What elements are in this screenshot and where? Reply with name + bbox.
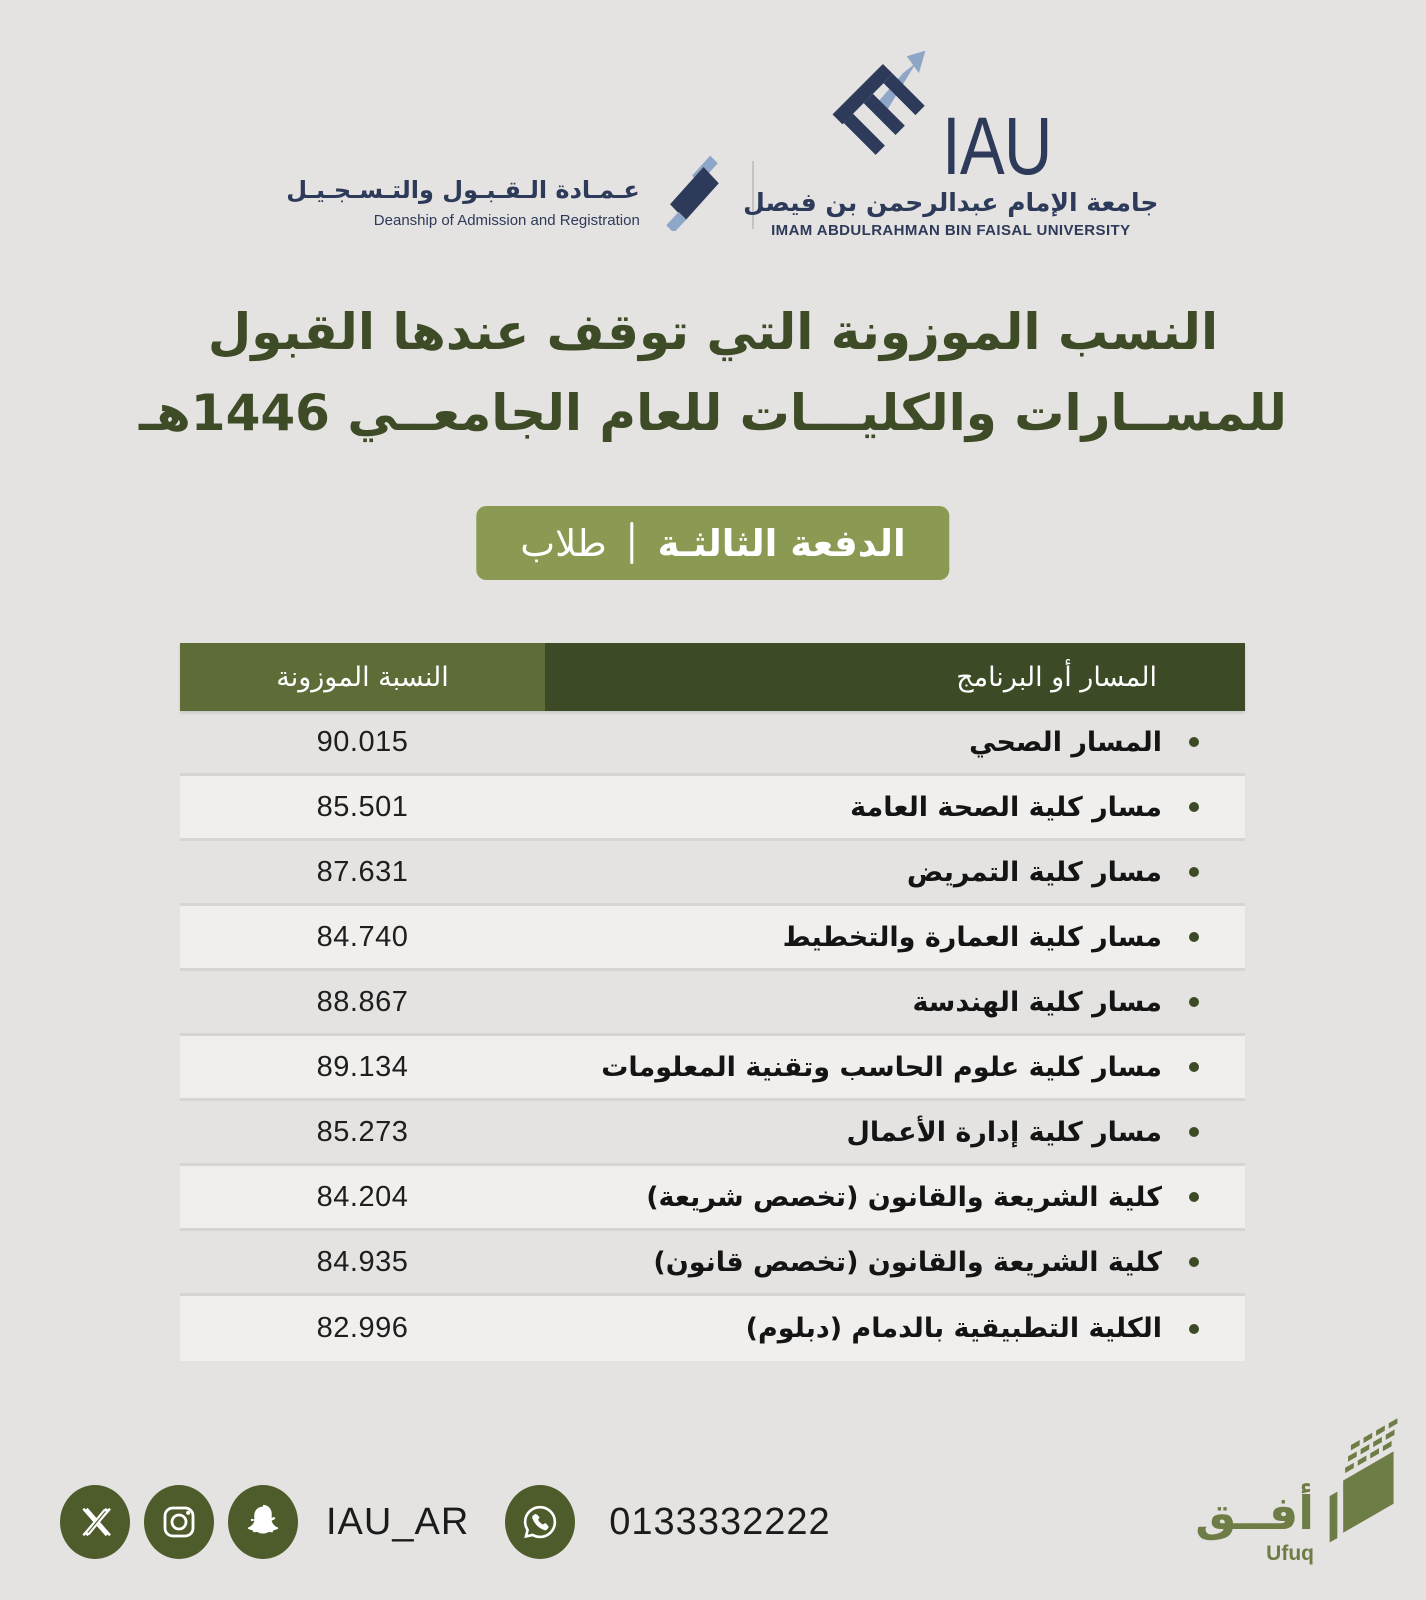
table-row	[180, 1036, 1245, 1101]
instagram-icon[interactable]	[144, 1485, 214, 1559]
table-row	[180, 906, 1245, 971]
batch-badge	[476, 506, 949, 580]
iau-abbreviation: IAU	[941, 101, 1052, 193]
program-name: مسار كلية إدارة الأعمال	[846, 1116, 1162, 1148]
page-title-line2: للمســارات والكليـــات للعام الجامعــي 1446هـ	[139, 384, 1287, 442]
program-name: كلية الشريعة والقانون (تخصص شريعة)	[646, 1181, 1162, 1213]
table-row	[180, 1101, 1245, 1166]
program-name: مسار كلية علوم الحاسب وتقنية المعلومات	[601, 1051, 1162, 1083]
page-title	[0, 292, 1426, 454]
ratio-value: 84.204	[316, 1180, 409, 1213]
ratio-value: 88.867	[316, 985, 409, 1018]
bullet-icon	[1189, 1324, 1199, 1334]
university-name-arabic: جامعة الإمام عبدالرحمن بن فيصل	[743, 188, 1159, 217]
table-row	[180, 1231, 1245, 1296]
snapchat-icon[interactable]	[228, 1485, 298, 1559]
program-name: مسار كلية التمريض	[906, 856, 1162, 888]
ufuq-name-english: Ufuq	[1266, 1542, 1314, 1565]
table-row	[180, 841, 1245, 906]
table-row	[180, 776, 1245, 841]
program-name: المسار الصحي	[969, 726, 1162, 758]
deanship-logo	[286, 176, 640, 239]
program-name: الكلية التطبيقية بالدمام (دبلوم)	[745, 1313, 1162, 1344]
deanship-stripes-icon	[666, 147, 720, 239]
ratio-value: 87.631	[316, 855, 409, 888]
ufuq-logo	[1195, 1398, 1410, 1578]
page-title-line1: النسب الموزونة التي توقف عندها القبول	[207, 303, 1219, 361]
program-name: مسار كلية العمارة والتخطيط	[782, 921, 1162, 953]
bullet-icon	[1189, 932, 1199, 942]
bullet-icon	[1189, 802, 1199, 812]
bullet-icon	[1189, 1127, 1199, 1137]
batch-label: الدفعة الثالثـة	[657, 521, 906, 565]
badge-separator	[631, 522, 634, 564]
ratio-value: 90.015	[316, 725, 409, 758]
x-icon[interactable]	[60, 1485, 130, 1559]
column-header-program: المسار أو البرنامج	[545, 643, 1245, 711]
ufuq-name-arabic: أفــق	[1195, 1486, 1314, 1540]
column-header-ratio: النسبة الموزونة	[180, 643, 545, 711]
table-header-row	[180, 643, 1245, 711]
bullet-icon	[1189, 1257, 1199, 1267]
bullet-icon	[1189, 997, 1199, 1007]
university-name-english: IMAM ABDULRAHMAN BIN FAISAL UNIVERSITY	[771, 222, 1131, 239]
bullet-icon	[1189, 1062, 1199, 1072]
program-name: مسار كلية الصحة العامة	[850, 791, 1162, 823]
whatsapp-icon[interactable]	[505, 1485, 575, 1559]
ufuq-mark-icon	[1318, 1398, 1410, 1560]
footer-social-bar	[60, 1482, 831, 1562]
deanship-name-arabic: عـمـادة الـقـبـول والتـسـجـيـل	[286, 176, 640, 204]
bullet-icon	[1189, 737, 1199, 747]
ratio-value: 82.996	[316, 1312, 409, 1344]
table-row	[180, 711, 1245, 776]
bullet-icon	[1189, 867, 1199, 877]
ratio-value: 85.273	[316, 1115, 409, 1148]
ratio-value: 84.935	[316, 1245, 409, 1278]
table-row	[180, 1166, 1245, 1231]
deanship-name-english: Deanship of Admission and Registration	[373, 212, 640, 229]
bullet-icon	[1189, 1192, 1199, 1202]
program-name: كلية الشريعة والقانون (تخصص قانون)	[653, 1246, 1162, 1278]
student-group-label: طلاب	[520, 521, 607, 565]
iau-mark-icon	[826, 50, 948, 182]
table-row	[180, 1296, 1245, 1361]
ratio-value: 89.134	[316, 1050, 409, 1083]
ratio-value: 84.740	[316, 920, 409, 953]
ratio-value: 85.501	[316, 790, 409, 823]
brand-header	[0, 50, 1402, 239]
phone-number: 0133332222	[609, 1500, 831, 1543]
table-row	[180, 971, 1245, 1036]
admission-ratios-table	[180, 643, 1245, 1361]
university-logo	[743, 50, 1159, 239]
program-name: مسار كلية الهندسة	[912, 986, 1162, 1018]
social-handle: IAU_AR	[326, 1500, 470, 1543]
